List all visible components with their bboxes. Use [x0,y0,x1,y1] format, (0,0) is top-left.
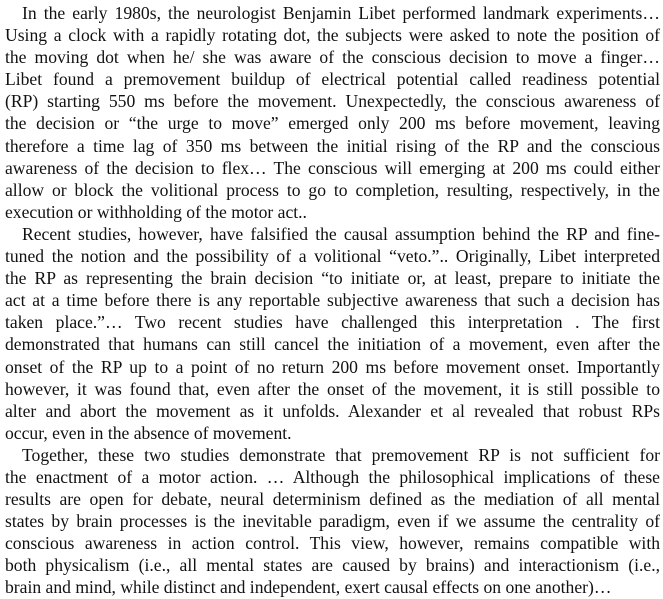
text-line: conscious awareness in action control. This view, however, remains compatible with [5,533,660,554]
text-line: (RP) starting 550 ms before the movement. Unexpectedly, the conscious awareness of [5,91,660,112]
text-line: Using a clock with a rapidly rotating dot, the subjects were asked to note the position of [5,25,660,46]
text-line: allow or block the volitional process to go to completion, resulting, respectively, in the [5,179,660,200]
text-line: tuned the notion and the possibility of a volitional “veto.”.. Originally, Libet interpreted [5,246,660,267]
paragraph-conclusion [5,444,660,599]
text-line: the moving dot when he/ she was aware of the conscious decision to move a finger… [5,47,660,68]
paragraph-libet-experiments [5,2,660,223]
text-line: execution or withholding of the motor act.. [5,201,307,222]
text-line: brain and mind, while distinct and independent, exert causal effects on one another)… [5,577,612,598]
text-line: therefore a time lag of 350 ms between the initial rising of the RP and the conscious [5,135,660,156]
text-line: Recent studies, however, have falsified the causal assumption behind the RP and fine- [22,223,660,244]
text-line: the RP as representing the brain decision “to initiate or, at least, prepare to initiate the [5,268,660,289]
text-line: act at a time before there is any reportable subjective awareness that such a decision has [5,290,660,311]
text-line: results are open for debate, neural determinism defined as the mediation of all mental [5,489,660,510]
text-line: awareness of the decision to flex… The conscious will emerging at 200 ms could either [5,157,660,178]
text-line: onset of the RP up to a point of no return 200 ms before movement onset. Importantly [5,356,660,377]
text-line: both physicalism (i.e., all mental states are caused by brains) and interactionism (i.e., [5,555,660,576]
text-line: Libet found a premovement buildup of electrical potential called readiness potential [5,69,660,90]
text-line: In the early 1980s, the neurologist Benjamin Libet performed landmark experiments… [22,3,660,23]
text-line: alter and abort the movement as it unfolds. Alexander et al revealed that robust RPs [5,400,660,421]
text-line: Together, these two studies demonstrate that premovement RP is not sufficient for [22,444,660,465]
document-body [5,2,660,599]
text-line: occur, even in the absence of movement. [5,422,292,443]
text-line: states by brain processes is the inevitable paradigm, even if we assume the centrality of [5,511,660,532]
text-line: demonstrated that humans can still cancel the initiation of a movement, even after the [5,334,660,355]
text-line: the decision or “the urge to move” emerged only 200 ms before movement, leaving [5,113,660,134]
paragraph-recent-studies [5,223,660,444]
text-line: taken place.”… Two recent studies have challenged this interpretation . The first [5,312,660,333]
text-line: the enactment of a motor action. … Although the philosophical implications of these [5,466,660,487]
text-line: however, it was found that, even after the onset of the movement, it is still possible to [5,378,660,399]
